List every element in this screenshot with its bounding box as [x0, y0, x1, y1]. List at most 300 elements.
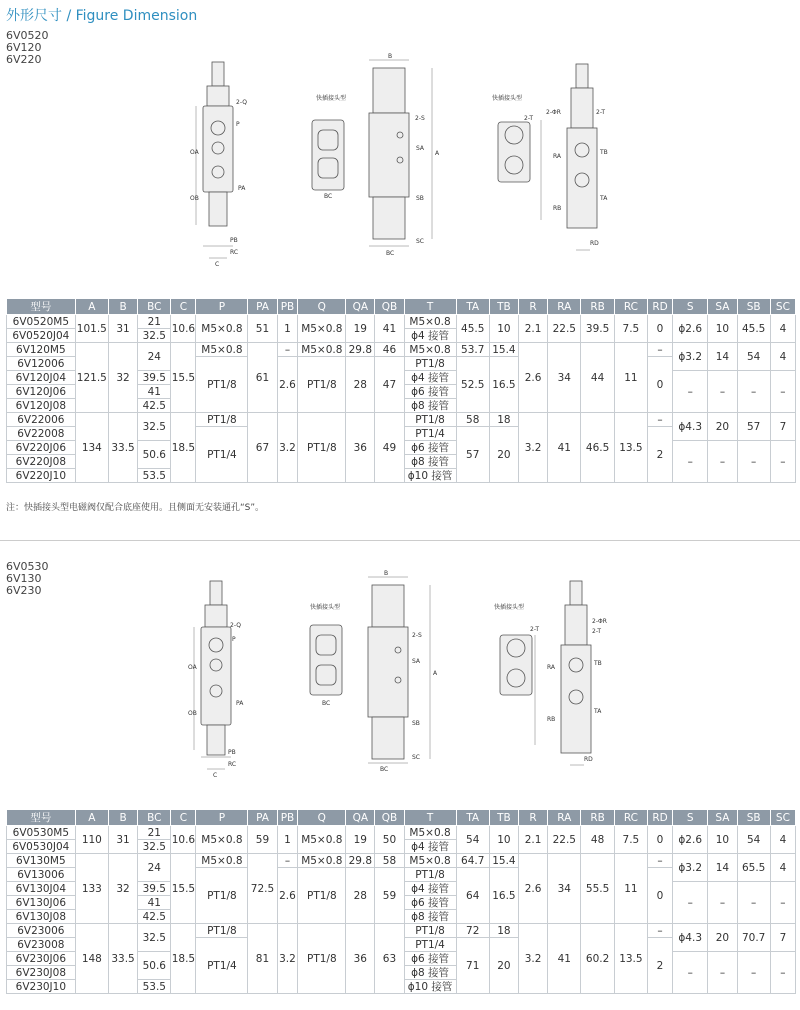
table-cell: 14 — [708, 854, 737, 882]
table-cell: M5×0.8 — [404, 343, 456, 357]
dim-label: 2-ΦR — [546, 109, 561, 116]
table-cell: 134 — [75, 413, 108, 483]
table-cell: – — [277, 343, 298, 357]
dim-label: SA — [416, 145, 425, 152]
table-cell: M5×0.8 — [298, 854, 346, 868]
table-cell: 1 — [277, 315, 298, 343]
table-cell: 58 — [375, 854, 404, 868]
table-cell: 32.5 — [138, 924, 171, 952]
table-cell: ϕ2.6 — [673, 315, 708, 343]
valve-side-coil-top — [372, 585, 404, 627]
table-cell: PT1/8 — [298, 924, 346, 994]
table-cell: 3.2 — [519, 924, 548, 994]
table-cell: 3.2 — [277, 924, 298, 994]
table-cell: 39.5 — [138, 371, 171, 385]
table-cell: 53.5 — [138, 980, 171, 994]
port-a — [210, 659, 222, 671]
table-cell: – — [737, 882, 770, 924]
table-cell: 148 — [75, 924, 108, 994]
table-cell: 36 — [346, 413, 375, 483]
table-cell: ϕ6 接管 — [404, 896, 456, 910]
table-cell: PT1/4 — [404, 938, 456, 952]
table-cell: – — [673, 882, 708, 924]
table-cell: 10 — [489, 826, 518, 854]
header-cell: 型号 — [7, 810, 76, 826]
table-cell: ϕ10 接管 — [404, 469, 456, 483]
table-cell: 54 — [456, 826, 489, 854]
table-cell: 41 — [138, 896, 171, 910]
table-cell: 71 — [456, 938, 489, 994]
table-cell: 2.6 — [277, 357, 298, 413]
dim-label: P — [236, 121, 240, 128]
header-cell: SA — [708, 810, 737, 826]
table-cell: ϕ6 接管 — [404, 385, 456, 399]
table-cell: 7.5 — [614, 826, 647, 854]
table-cell: ϕ4 接管 — [404, 371, 456, 385]
table-cell: 32.5 — [138, 329, 171, 343]
dim-label: 2-T — [530, 626, 540, 633]
model-cell: 6V0520M5 — [7, 315, 76, 329]
table-cell: – — [277, 854, 298, 868]
dim-label: 2-T — [596, 109, 606, 116]
dim-label: 2-ΦR — [592, 618, 607, 625]
table-cell: ϕ8 接管 — [404, 966, 456, 980]
spec-table-1 — [6, 298, 796, 483]
table-cell: 18 — [489, 413, 518, 427]
table-cell: 28 — [346, 357, 375, 413]
table-cell: – — [737, 371, 770, 413]
table-cell: 13.5 — [614, 413, 647, 483]
valve-front-coil — [207, 86, 229, 106]
table-cell: M5×0.8 — [404, 854, 456, 868]
model-cell: 6V220J06 — [7, 441, 76, 455]
header-cell: 型号 — [7, 299, 76, 315]
table-cell: PT1/8 — [404, 924, 456, 938]
table-cell: 3.2 — [519, 413, 548, 483]
table-cell: 34 — [548, 343, 581, 413]
table-cell: 39.5 — [138, 882, 171, 896]
table-cell: M5×0.8 — [196, 854, 248, 868]
dim-label: RC — [228, 761, 237, 768]
dim-label: B — [384, 570, 389, 577]
header-cell: PA — [248, 810, 277, 826]
table-cell: PT1/8 — [404, 413, 456, 427]
port-p — [211, 121, 225, 135]
port-b — [210, 685, 222, 697]
table-cell: 67 — [248, 413, 277, 483]
table-cell: – — [770, 952, 795, 994]
model-cell: 6V130J04 — [7, 882, 76, 896]
valve-side-body — [369, 113, 409, 197]
dim-label: BC — [380, 766, 389, 773]
table-cell: 55.5 — [581, 854, 614, 924]
header-cell: A — [75, 299, 108, 315]
table-cell: 53.5 — [138, 469, 171, 483]
table-cell: 13.5 — [614, 924, 647, 994]
table-cell: 18 — [489, 924, 518, 938]
table-cell: 20 — [708, 413, 737, 441]
table-cell: 50.6 — [138, 441, 171, 469]
header-cell: S — [673, 299, 708, 315]
header-cell: QA — [346, 810, 375, 826]
model-cell: 6V230J10 — [7, 980, 76, 994]
model-cell: 6V120J04 — [7, 371, 76, 385]
header-cell: P — [196, 299, 248, 315]
table-cell: 39.5 — [581, 315, 614, 343]
table-cell: 11 — [614, 854, 647, 924]
dim-label: RD — [584, 756, 593, 763]
model-cell: 6V13006 — [7, 868, 76, 882]
table-cell: ϕ8 接管 — [404, 399, 456, 413]
table-header-row — [7, 810, 796, 826]
table-cell: PT1/8 — [196, 924, 248, 938]
dim-label: RD — [590, 240, 599, 247]
quick-joint-label: 快插接头型 — [310, 604, 341, 611]
table-cell: 28 — [346, 868, 375, 924]
table-cell: – — [648, 854, 673, 868]
header-cell: R — [519, 299, 548, 315]
port-a — [212, 142, 224, 154]
table-cell: 59 — [248, 826, 277, 854]
table-cell: 54 — [737, 343, 770, 371]
header-cell: T — [404, 810, 456, 826]
table-cell: 36 — [346, 924, 375, 994]
table-cell: 60.2 — [581, 924, 614, 994]
table-cell: 2.6 — [519, 343, 548, 413]
dim-label: OA — [188, 664, 197, 671]
table-cell: 2 — [648, 427, 673, 483]
dim-label: B — [388, 53, 393, 60]
table-cell: M5×0.8 — [196, 315, 248, 343]
header-cell: TB — [489, 299, 518, 315]
table-cell: 65.5 — [737, 854, 770, 882]
model-cell: 6V22006 — [7, 413, 76, 427]
table-cell: 19 — [346, 826, 375, 854]
model-cell: 6V230J08 — [7, 966, 76, 980]
table-cell: 54 — [737, 826, 770, 854]
table-cell: – — [673, 952, 708, 994]
table-cell: 2 — [648, 938, 673, 994]
header-cell: B — [108, 299, 137, 315]
table-cell: 42.5 — [138, 910, 171, 924]
table-cell: 29.8 — [346, 343, 375, 357]
table-cell: 72.5 — [248, 854, 277, 924]
table-cell: 21 — [138, 826, 171, 840]
section-divider — [0, 540, 800, 541]
table-cell: PT1/8 — [196, 868, 248, 924]
dimension-drawing-2 — [0, 565, 800, 787]
header-cell: RA — [548, 299, 581, 315]
table-cell: ϕ8 接管 — [404, 910, 456, 924]
table-cell: 22.5 — [548, 826, 581, 854]
table-cell: 52.5 — [456, 357, 489, 413]
table-cell: 47 — [375, 357, 404, 413]
table-cell: 121.5 — [75, 343, 108, 413]
table-cell: ϕ4 接管 — [404, 329, 456, 343]
valve-end-coil — [565, 605, 587, 645]
table-cell: 29.8 — [346, 854, 375, 868]
model-name: 6V0530 — [6, 560, 49, 573]
table-cell: 31 — [108, 826, 137, 854]
table-cell: ϕ10 接管 — [404, 980, 456, 994]
table-cell: 15.5 — [171, 343, 196, 413]
dim-label: BC — [386, 250, 395, 257]
model-name: 6V230 — [6, 584, 42, 597]
dimension-drawing-1 — [0, 50, 800, 272]
table-cell: 72 — [456, 924, 489, 938]
port-p — [209, 638, 223, 652]
dim-label: RC — [230, 249, 239, 256]
table-cell: – — [770, 882, 795, 924]
header-cell: QB — [375, 299, 404, 315]
table-cell: PT1/8 — [196, 357, 248, 413]
table-cell: M5×0.8 — [196, 343, 248, 357]
table-cell: 59 — [375, 868, 404, 924]
table-cell: 45.5 — [456, 315, 489, 343]
table-cell: – — [770, 441, 795, 483]
model-cell: 6V0520J04 — [7, 329, 76, 343]
table-cell: 24 — [138, 343, 171, 371]
model-cell: 6V220J08 — [7, 455, 76, 469]
table-cell: 41 — [375, 315, 404, 343]
model-cell: 6V120J08 — [7, 399, 76, 413]
table-cell: 61 — [248, 343, 277, 413]
dim-label: SC — [416, 238, 424, 245]
table-cell: 2.6 — [519, 854, 548, 924]
dim-label: A — [433, 670, 438, 677]
model-cell: 6V130M5 — [7, 854, 76, 868]
valve-front-bottom — [209, 192, 227, 226]
table-cell: 45.5 — [737, 315, 770, 343]
table-cell: – — [737, 441, 770, 483]
header-cell: SB — [737, 299, 770, 315]
dim-label: A — [435, 150, 440, 157]
header-cell: QA — [346, 299, 375, 315]
header-cell: R — [519, 810, 548, 826]
table-cell: PT1/8 — [196, 413, 248, 427]
table-row — [7, 343, 796, 357]
table-cell: PT1/8 — [298, 868, 346, 924]
table-cell: 63 — [375, 924, 404, 994]
table-cell: 58 — [456, 413, 489, 427]
table-cell: M5×0.8 — [196, 826, 248, 854]
table-cell: 110 — [75, 826, 108, 854]
table-cell: ϕ3.2 — [673, 343, 708, 371]
table-row — [7, 924, 796, 938]
table-cell: ϕ2.6 — [673, 826, 708, 854]
table-cell: – — [648, 413, 673, 427]
dim-label: C — [215, 261, 220, 268]
table-cell: M5×0.8 — [298, 826, 346, 854]
header-cell: SA — [708, 299, 737, 315]
table-cell: 48 — [581, 826, 614, 854]
dim-label: PB — [228, 749, 236, 756]
table-cell: 7.5 — [614, 315, 647, 343]
table-cell: – — [648, 343, 673, 357]
table-cell: 7 — [770, 924, 795, 952]
table-cell: 0 — [648, 315, 673, 343]
header-cell: QB — [375, 810, 404, 826]
table-cell: 18.5 — [171, 413, 196, 483]
table-cell: 14 — [708, 343, 737, 371]
table-cell: 10 — [489, 315, 518, 343]
table-row — [7, 854, 796, 868]
table-cell: ϕ4.3 — [673, 924, 708, 952]
table-cell: PT1/4 — [196, 427, 248, 483]
model-cell: 6V0530M5 — [7, 826, 76, 840]
table-row — [7, 315, 796, 329]
header-cell: T — [404, 299, 456, 315]
model-cell: 6V22008 — [7, 427, 76, 441]
table-cell: PT1/4 — [404, 427, 456, 441]
table-cell: ϕ4 接管 — [404, 840, 456, 854]
header-cell: SC — [770, 299, 795, 315]
table-cell: M5×0.8 — [298, 343, 346, 357]
table-cell: 64 — [456, 868, 489, 924]
table-cell: 41 — [548, 413, 581, 483]
header-cell: SB — [737, 810, 770, 826]
table-cell: 24 — [138, 854, 171, 882]
table-cell: PT1/8 — [404, 357, 456, 371]
table-header-row — [7, 299, 796, 315]
model-cell: 6V12006 — [7, 357, 76, 371]
table-cell: 0 — [648, 357, 673, 413]
dim-label: SC — [412, 754, 420, 761]
dim-label: 2-S — [412, 632, 422, 639]
table-cell: 70.7 — [737, 924, 770, 952]
table-cell: 46 — [375, 343, 404, 357]
table-cell: – — [708, 952, 737, 994]
dim-label: SB — [416, 195, 424, 202]
table-cell: PT1/8 — [404, 868, 456, 882]
valve-front-bottom — [207, 725, 225, 755]
model-cell: 6V220J10 — [7, 469, 76, 483]
header-cell: RB — [581, 299, 614, 315]
dim-label: PA — [236, 700, 244, 707]
valve-front-top — [210, 581, 222, 605]
table-cell: 50.6 — [138, 952, 171, 980]
table-cell: ϕ8 接管 — [404, 455, 456, 469]
model-cell: 6V120J06 — [7, 385, 76, 399]
table-cell: M5×0.8 — [298, 315, 346, 343]
table-row — [7, 413, 796, 427]
spec-table-2 — [6, 809, 796, 994]
table-cell: 20 — [708, 924, 737, 952]
table-cell: 21 — [138, 315, 171, 329]
header-cell: RC — [614, 810, 647, 826]
table-row — [7, 826, 796, 840]
dim-label: 2-Q — [230, 622, 241, 629]
dim-label: RB — [547, 716, 556, 723]
header-cell: Q — [298, 299, 346, 315]
table-cell: 41 — [548, 924, 581, 994]
dim-label: P — [232, 636, 236, 643]
dim-label: TA — [600, 195, 608, 202]
dim-label: PA — [238, 185, 246, 192]
table-cell: 22.5 — [548, 315, 581, 343]
table-cell: – — [708, 441, 737, 483]
valve-end-top — [576, 64, 588, 88]
header-cell: RC — [614, 299, 647, 315]
table-cell: ϕ3.2 — [673, 854, 708, 882]
table-cell: – — [737, 952, 770, 994]
model-name: 6V130 — [6, 572, 42, 585]
table-cell: 49 — [375, 413, 404, 483]
table-cell: – — [708, 882, 737, 924]
header-cell: P — [196, 810, 248, 826]
table-cell: 11 — [614, 343, 647, 413]
table-cell: 7 — [770, 413, 795, 441]
table-cell: 19 — [346, 315, 375, 343]
dim-label: OA — [190, 149, 199, 156]
header-cell: PB — [277, 810, 298, 826]
table-cell: 10 — [708, 315, 737, 343]
table-cell: 31 — [108, 315, 137, 343]
table-cell: 2.1 — [519, 315, 548, 343]
table-cell: M5×0.8 — [404, 315, 456, 329]
table-cell: 46.5 — [581, 413, 614, 483]
quick-joint-label: 快插接头型 — [492, 95, 523, 102]
table-cell: 4 — [770, 854, 795, 882]
model-cell: 6V120M5 — [7, 343, 76, 357]
header-cell: RD — [648, 299, 673, 315]
dim-label: RA — [553, 153, 562, 160]
header-cell: RB — [581, 810, 614, 826]
valve-end-top — [570, 581, 582, 605]
valve-side-body — [368, 627, 408, 717]
table-cell: 16.5 — [489, 868, 518, 924]
header-cell: RD — [648, 810, 673, 826]
header-cell: TA — [456, 299, 489, 315]
valve-front-coil — [205, 605, 227, 627]
table-cell: 81 — [248, 924, 277, 994]
table-cell: 133 — [75, 854, 108, 924]
quick-joint-label: 快插接头型 — [316, 95, 347, 102]
valve-side-coil-bottom — [373, 197, 405, 239]
table-cell: 18.5 — [171, 924, 196, 994]
valve-front-top — [212, 62, 224, 86]
table-cell: 44 — [581, 343, 614, 413]
dim-label: 2-T — [524, 115, 534, 122]
dim-label: TB — [594, 660, 602, 667]
model-name: 6V0520 — [6, 29, 49, 42]
valve-end-coil — [571, 88, 593, 128]
port-b — [212, 166, 224, 178]
table-cell: 33.5 — [108, 924, 137, 994]
table-cell: ϕ6 接管 — [404, 952, 456, 966]
header-cell: TB — [489, 810, 518, 826]
dim-label: 2-S — [415, 115, 425, 122]
table-cell: 20 — [489, 427, 518, 483]
dim-label: OB — [190, 195, 199, 202]
table-cell: 57 — [737, 413, 770, 441]
table-cell: 4 — [770, 315, 795, 343]
table-cell: 42.5 — [138, 399, 171, 413]
table-note: 注：快插接头型电磁阀仅配合底座使用。且侧面无安装通孔“S”。 — [6, 503, 265, 513]
model-cell: 6V0530J04 — [7, 840, 76, 854]
header-cell: C — [171, 299, 196, 315]
table-cell: ϕ6 接管 — [404, 441, 456, 455]
header-cell: A — [75, 810, 108, 826]
table-cell: 20 — [489, 938, 518, 994]
table-cell: 32 — [108, 343, 137, 413]
table-cell: 10.6 — [171, 315, 196, 343]
table-cell: 53.7 — [456, 343, 489, 357]
model-cell: 6V23006 — [7, 924, 76, 938]
table-cell: ϕ4 接管 — [404, 882, 456, 896]
table-cell: 32.5 — [138, 840, 171, 854]
table-cell: 34 — [548, 854, 581, 924]
